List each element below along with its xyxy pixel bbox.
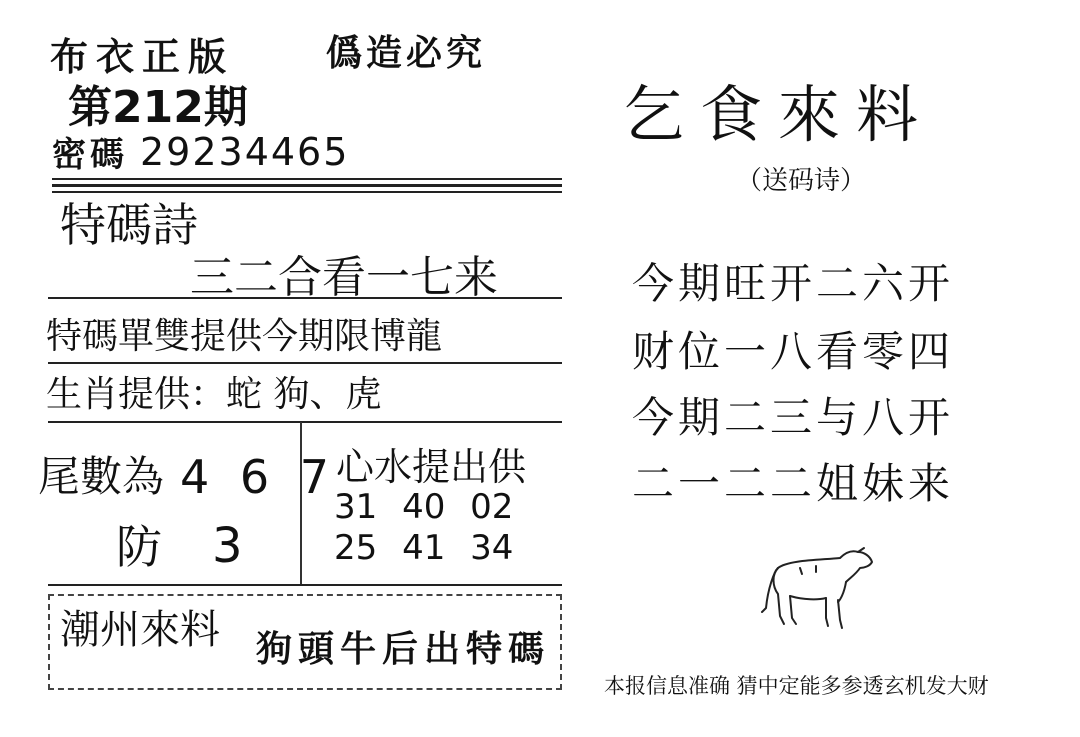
heart-water-title: 心水提出供 bbox=[336, 445, 527, 489]
header-left: 布衣正版 bbox=[50, 35, 235, 79]
zodiac-text: 生肖提供：蛇 狗、虎 bbox=[46, 374, 382, 415]
chaozhou-label: 潮州來料 bbox=[60, 607, 220, 653]
ox-illustration bbox=[760, 538, 880, 634]
numbers-row-2: 25 41 34 bbox=[334, 528, 514, 568]
right-title: 乞食來料 bbox=[622, 78, 935, 151]
guard-value: 3 bbox=[212, 518, 243, 574]
header-right: 僞造必究 bbox=[326, 33, 487, 74]
password-label: 密碼 bbox=[52, 135, 128, 175]
password-value: 29234465 bbox=[140, 130, 350, 174]
chaozhou-text: 狗頭牛后出特碼 bbox=[256, 629, 551, 670]
poem-title: 特碼詩 bbox=[60, 198, 198, 252]
divider-zodiac bbox=[48, 421, 562, 423]
divider-poem bbox=[48, 297, 562, 299]
right-poem-line-1: 今期旺开二六开 bbox=[632, 259, 955, 308]
right-poem-line-4: 二一二二姐妹来 bbox=[632, 459, 955, 508]
right-footer: 本报信息准确 猜中定能多参透玄机发大财 bbox=[604, 674, 989, 698]
divider-vertical bbox=[300, 422, 302, 584]
numbers-row-1: 31 40 02 bbox=[334, 487, 514, 527]
single-double-text: 特碼單雙提供今期限博龍 bbox=[46, 316, 443, 357]
divider-bottom bbox=[48, 584, 562, 586]
right-poem-line-3: 今期二三与八开 bbox=[632, 393, 955, 442]
header-rule-3 bbox=[52, 191, 562, 193]
header-rule-2 bbox=[52, 184, 562, 187]
issue-number: 第212期 bbox=[68, 82, 248, 133]
right-poem-line-2: 财位一八看零四 bbox=[632, 327, 955, 376]
guard-label: 防 bbox=[116, 520, 162, 574]
header-rule-1 bbox=[52, 178, 562, 180]
poem-line: 三二合看一七来 bbox=[190, 252, 498, 303]
tail-values: 4 6 7 bbox=[180, 450, 338, 504]
divider-single-double bbox=[48, 362, 562, 364]
right-subtitle: （送码诗） bbox=[736, 166, 867, 196]
tail-label: 尾數為 bbox=[38, 452, 165, 501]
